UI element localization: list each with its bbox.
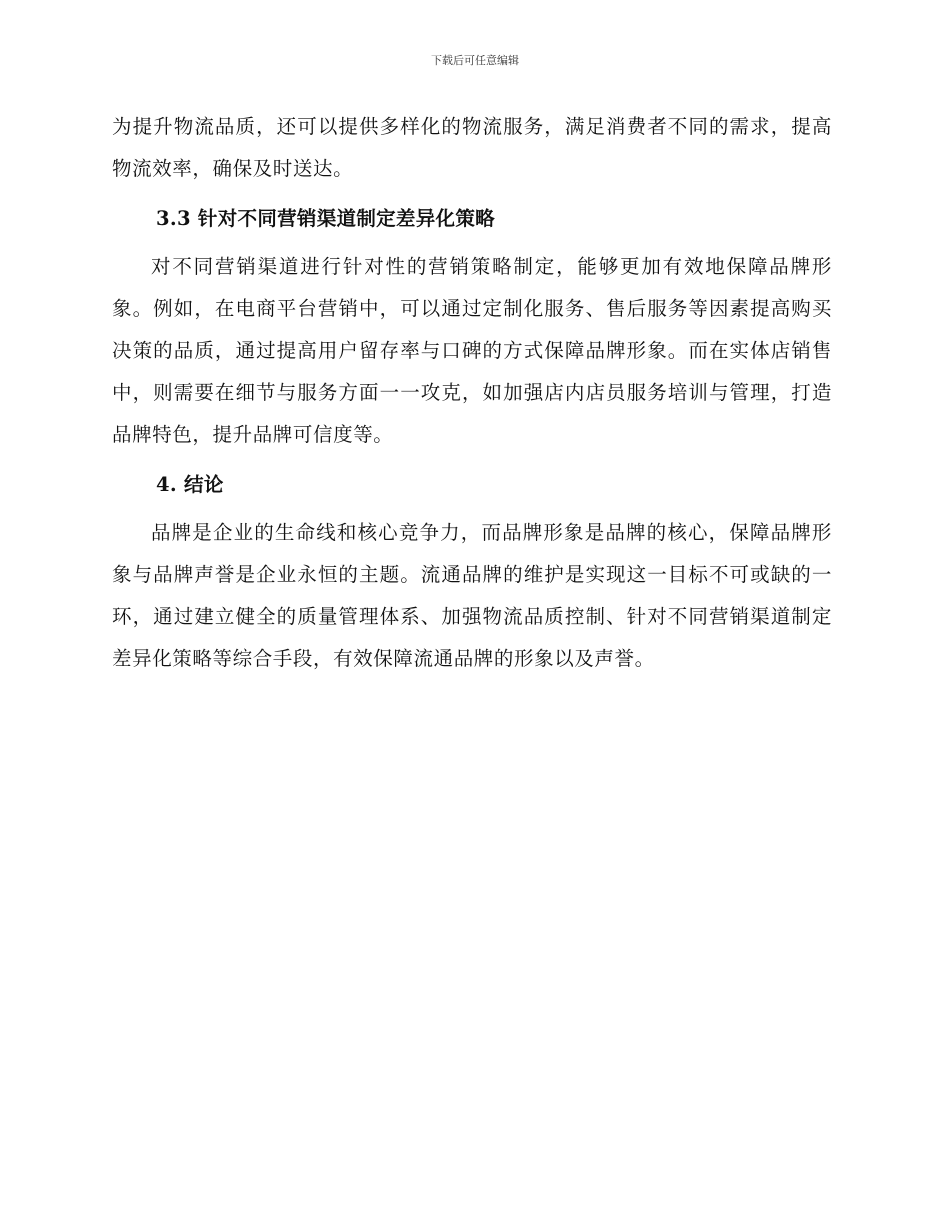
section-4-heading: 4. 结论 [156, 473, 224, 496]
section-3-3-paragraph: 对不同营销渠道进行针对性的营销策略制定，能够更加有效地保障品牌形象。例如，在电商平台营销中，可以通过定制化服务、售后服务等因素提高购买决策的品质，通过提高用户留存率与口碑的方式保障品牌形象。而在实体店销售中，则需要在细节与服务方面一一攻克，如加强店内店员服务培训与管理，打造品牌特色，提升品牌可信度等。 [112, 255, 832, 446]
paragraph-continued: 为提升物流品质，还可以提供多样化的物流服务，满足消费者不同的需求，提高物流效率，确保及时送达。 [112, 115, 832, 180]
page-header: 下载后可任意编辑 [431, 54, 519, 67]
document-body [112, 106, 832, 680]
section-3-3-heading: 3.3 针对不同营销渠道制定差异化策略 [156, 207, 495, 230]
section-4-paragraph: 品牌是企业的生命线和核心竞争力，而品牌形象是品牌的核心，保障品牌形象与品牌声誉是企业永恒的主题。流通品牌的维护是实现这一目标不可或缺的一环，通过建立健全的质量管理体系、加强物流品质控制、针对不同营销渠道制定差异化策略等综合手段，有效保障流通品牌的形象以及声誉。 [112, 521, 832, 670]
